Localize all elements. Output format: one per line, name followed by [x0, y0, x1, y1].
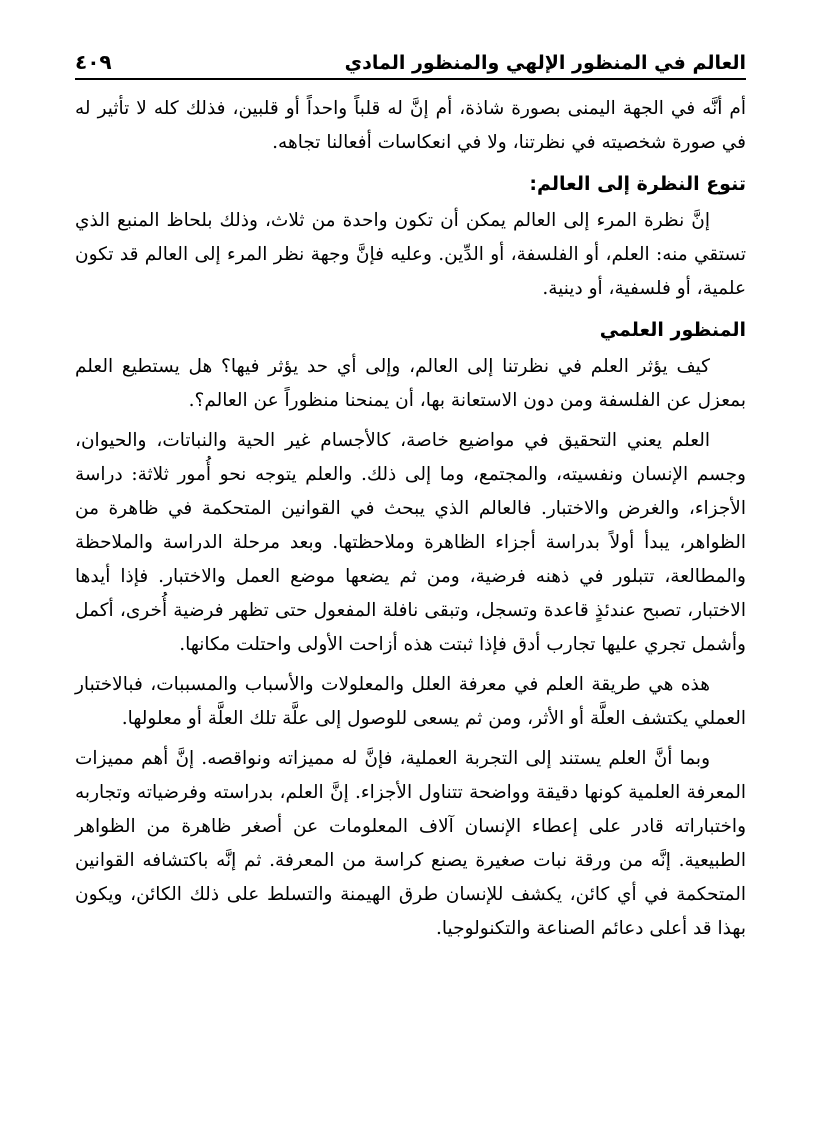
paragraph: العلم يعني التحقيق في مواضيع خاصة، كالأجسام غير الحية والنباتات، والحيوان، وجسم الإنسان ونفسيته، والمجتمع، وما إلى ذلك. والعلم يتوجه نحو أُمور ثلاثة: دراسة الأجزاء، والغرض والاختبار. فالعالم الذي يبحث في القوانين المتحكمة في ظاهرة من الظواهر، يبدأ أولاً بدراسة أجزاء الظاهرة وملاحظتها. وبعد مرحلة الدراسة والملاحظة والمطالعة، تتبلور في ذهنه فرضية، ومن ثم يضعها موضع العمل والاختبار. فإذا أيدها الاختبار، تصبح عندئذٍ قاعدة وتسجل، وتبقى نافلة المفعول حتى تظهر فرضية أُخرى، أكمل وأشمل تجري عليها تجارب أدق فإذا ثبتت هذه أزاحت الأولى واحتلت مكانها.: [75, 430, 746, 655]
book-page: [75, 30, 746, 1128]
section-heading-scientific-view: المنظور العلمي: [599, 319, 746, 341]
running-header: [75, 30, 746, 80]
paragraph: هذه هي طريقة العلم في معرفة العلل والمعلولات والأسباب والمسببات، فبالاختبار العملي يكتشف العلَّة أو الأثر، ومن ثم يسعى للوصول إلى علَّة تلك العلَّة أو معلولها.: [75, 674, 746, 729]
header-title: العالم في المنظور الإلهي والمنظور المادي: [344, 52, 746, 74]
section-heading-worldview-types: تنوع النظرة إلى العالم:: [529, 173, 746, 195]
paragraph: إنَّ نظرة المرء إلى العالم يمكن أن تكون واحدة من ثلاث، وذلك بلحاظ المنبع الذي تستقي منه: العلم، أو الفلسفة، أو الدِّين. وعليه فإنَّ وجهة نظر المرء إلى العالم قد تكون علمية، أو فلسفية، أو دينية.: [75, 210, 746, 299]
paragraph-intro: أم أنَّه في الجهة اليمنى بصورة شاذة، أم إنَّ له قلباً واحداً أو قلبين، فذلك كله لا تأثير له في صورة شخصيته في نظرتنا، ولا في انعكاسات أفعالنا تجاهه.: [75, 98, 746, 153]
page-content: [75, 92, 746, 946]
paragraph: كيف يؤثر العلم في نظرتنا إلى العالم، وإلى أي حد يؤثر فيها؟ هل يستطيع العلم بمعزل عن الفلسفة ومن دون الاستعانة بها، أن يمنحنا منظوراً عن العالم؟.: [75, 356, 746, 411]
paragraph: وبما أنَّ العلم يستند إلى التجربة العملية، فإنَّ له مميزاته ونواقصه. إنَّ أهم مميزات المعرفة العلمية كونها دقيقة وواضحة تتناول الأجزاء. إنَّ العلم، بدراسته وفرضياته وتجاربه واختباراته قادر على إعطاء الإنسان آلاف المعلومات عن أصغر ظاهرة من الظواهر الطبيعية. إنَّه من ورقة نبات صغيرة يصنع كراسة من المعرفة. ثم إنَّه باكتشافه القوانين المتحكمة في أي كائن، يكشف للإنسان طرق الهيمنة والتسلط على ذلك الكائن، ويكون بهذا قد أعلى دعائم الصناعة والتكنولوجيا.: [75, 748, 746, 939]
page-number: ٤٠٩: [75, 50, 112, 74]
